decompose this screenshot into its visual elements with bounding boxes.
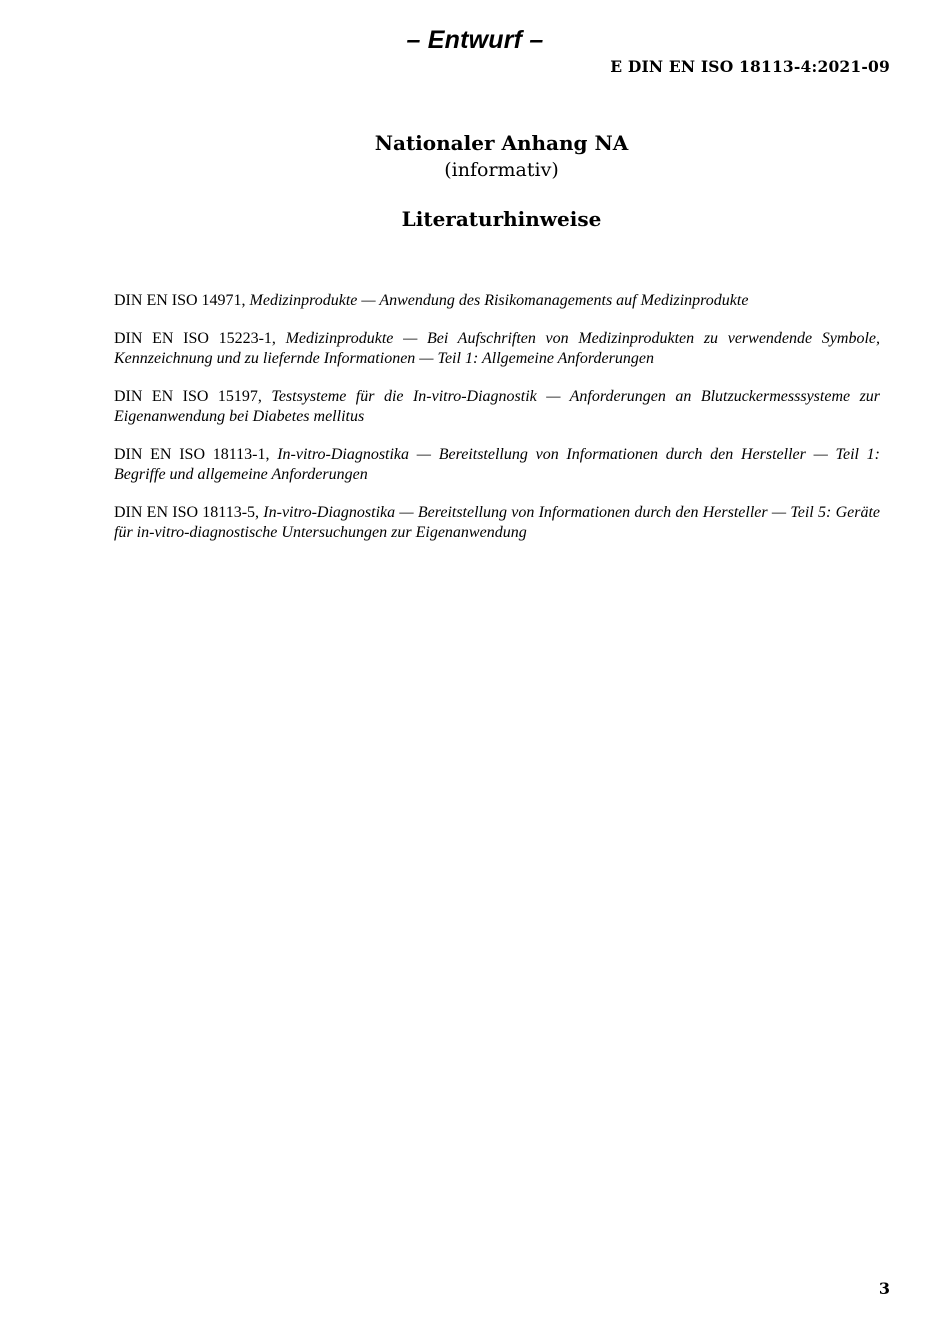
reference-list <box>114 291 880 561</box>
reference-number: DIN EN ISO 15223-1, <box>114 330 276 347</box>
reference-title: In-vitro-Diagnostika — Bereitstellung von Informationen durch den Hersteller — Teil 5: Geräte für in-vitro-diagnostische Untersuchungen zur Eigenanwendung <box>114 504 881 541</box>
reference-title: Medizinprodukte — Bei Aufschriften von Medizinprodukten zu verwendende Symbole, Kennzeichnung und zu liefernde Informationen — Teil 1: Allgemeine Anforderungen <box>114 330 880 367</box>
section-title: Literaturhinweise <box>401 207 602 231</box>
reference-item <box>114 291 880 311</box>
reference-number: DIN EN ISO 14971, <box>114 292 246 309</box>
reference-item <box>114 329 880 369</box>
annex-title: Nationaler Anhang NA <box>374 131 629 155</box>
reference-item <box>114 387 880 427</box>
reference-number: DIN EN ISO 18113-5, <box>114 504 260 521</box>
document-number: E DIN EN ISO 18113-4:2021-09 <box>610 57 890 76</box>
draft-label: – Entwurf – <box>406 26 544 54</box>
reference-number: DIN EN ISO 15197, <box>114 388 262 405</box>
reference-title: In-vitro-Diagnostika — Bereitstellung von Informationen durch den Hersteller — Teil 1: Begriffe und allgemeine Anforderungen <box>114 446 881 483</box>
page-number: 3 <box>878 1279 890 1298</box>
reference-title: Testsysteme für die In-vitro-Diagnostik — Anforderungen an Blutzuckermesssysteme zur Eigenanwendung bei Diabetes mellitus <box>114 388 881 425</box>
reference-item <box>114 503 880 543</box>
reference-item <box>114 445 880 485</box>
annex-subtitle: (informativ) <box>444 159 559 181</box>
reference-number: DIN EN ISO 18113-1, <box>114 446 270 463</box>
reference-title: Medizinprodukte — Anwendung des Risikomanagements auf Medizinprodukte <box>249 292 749 309</box>
